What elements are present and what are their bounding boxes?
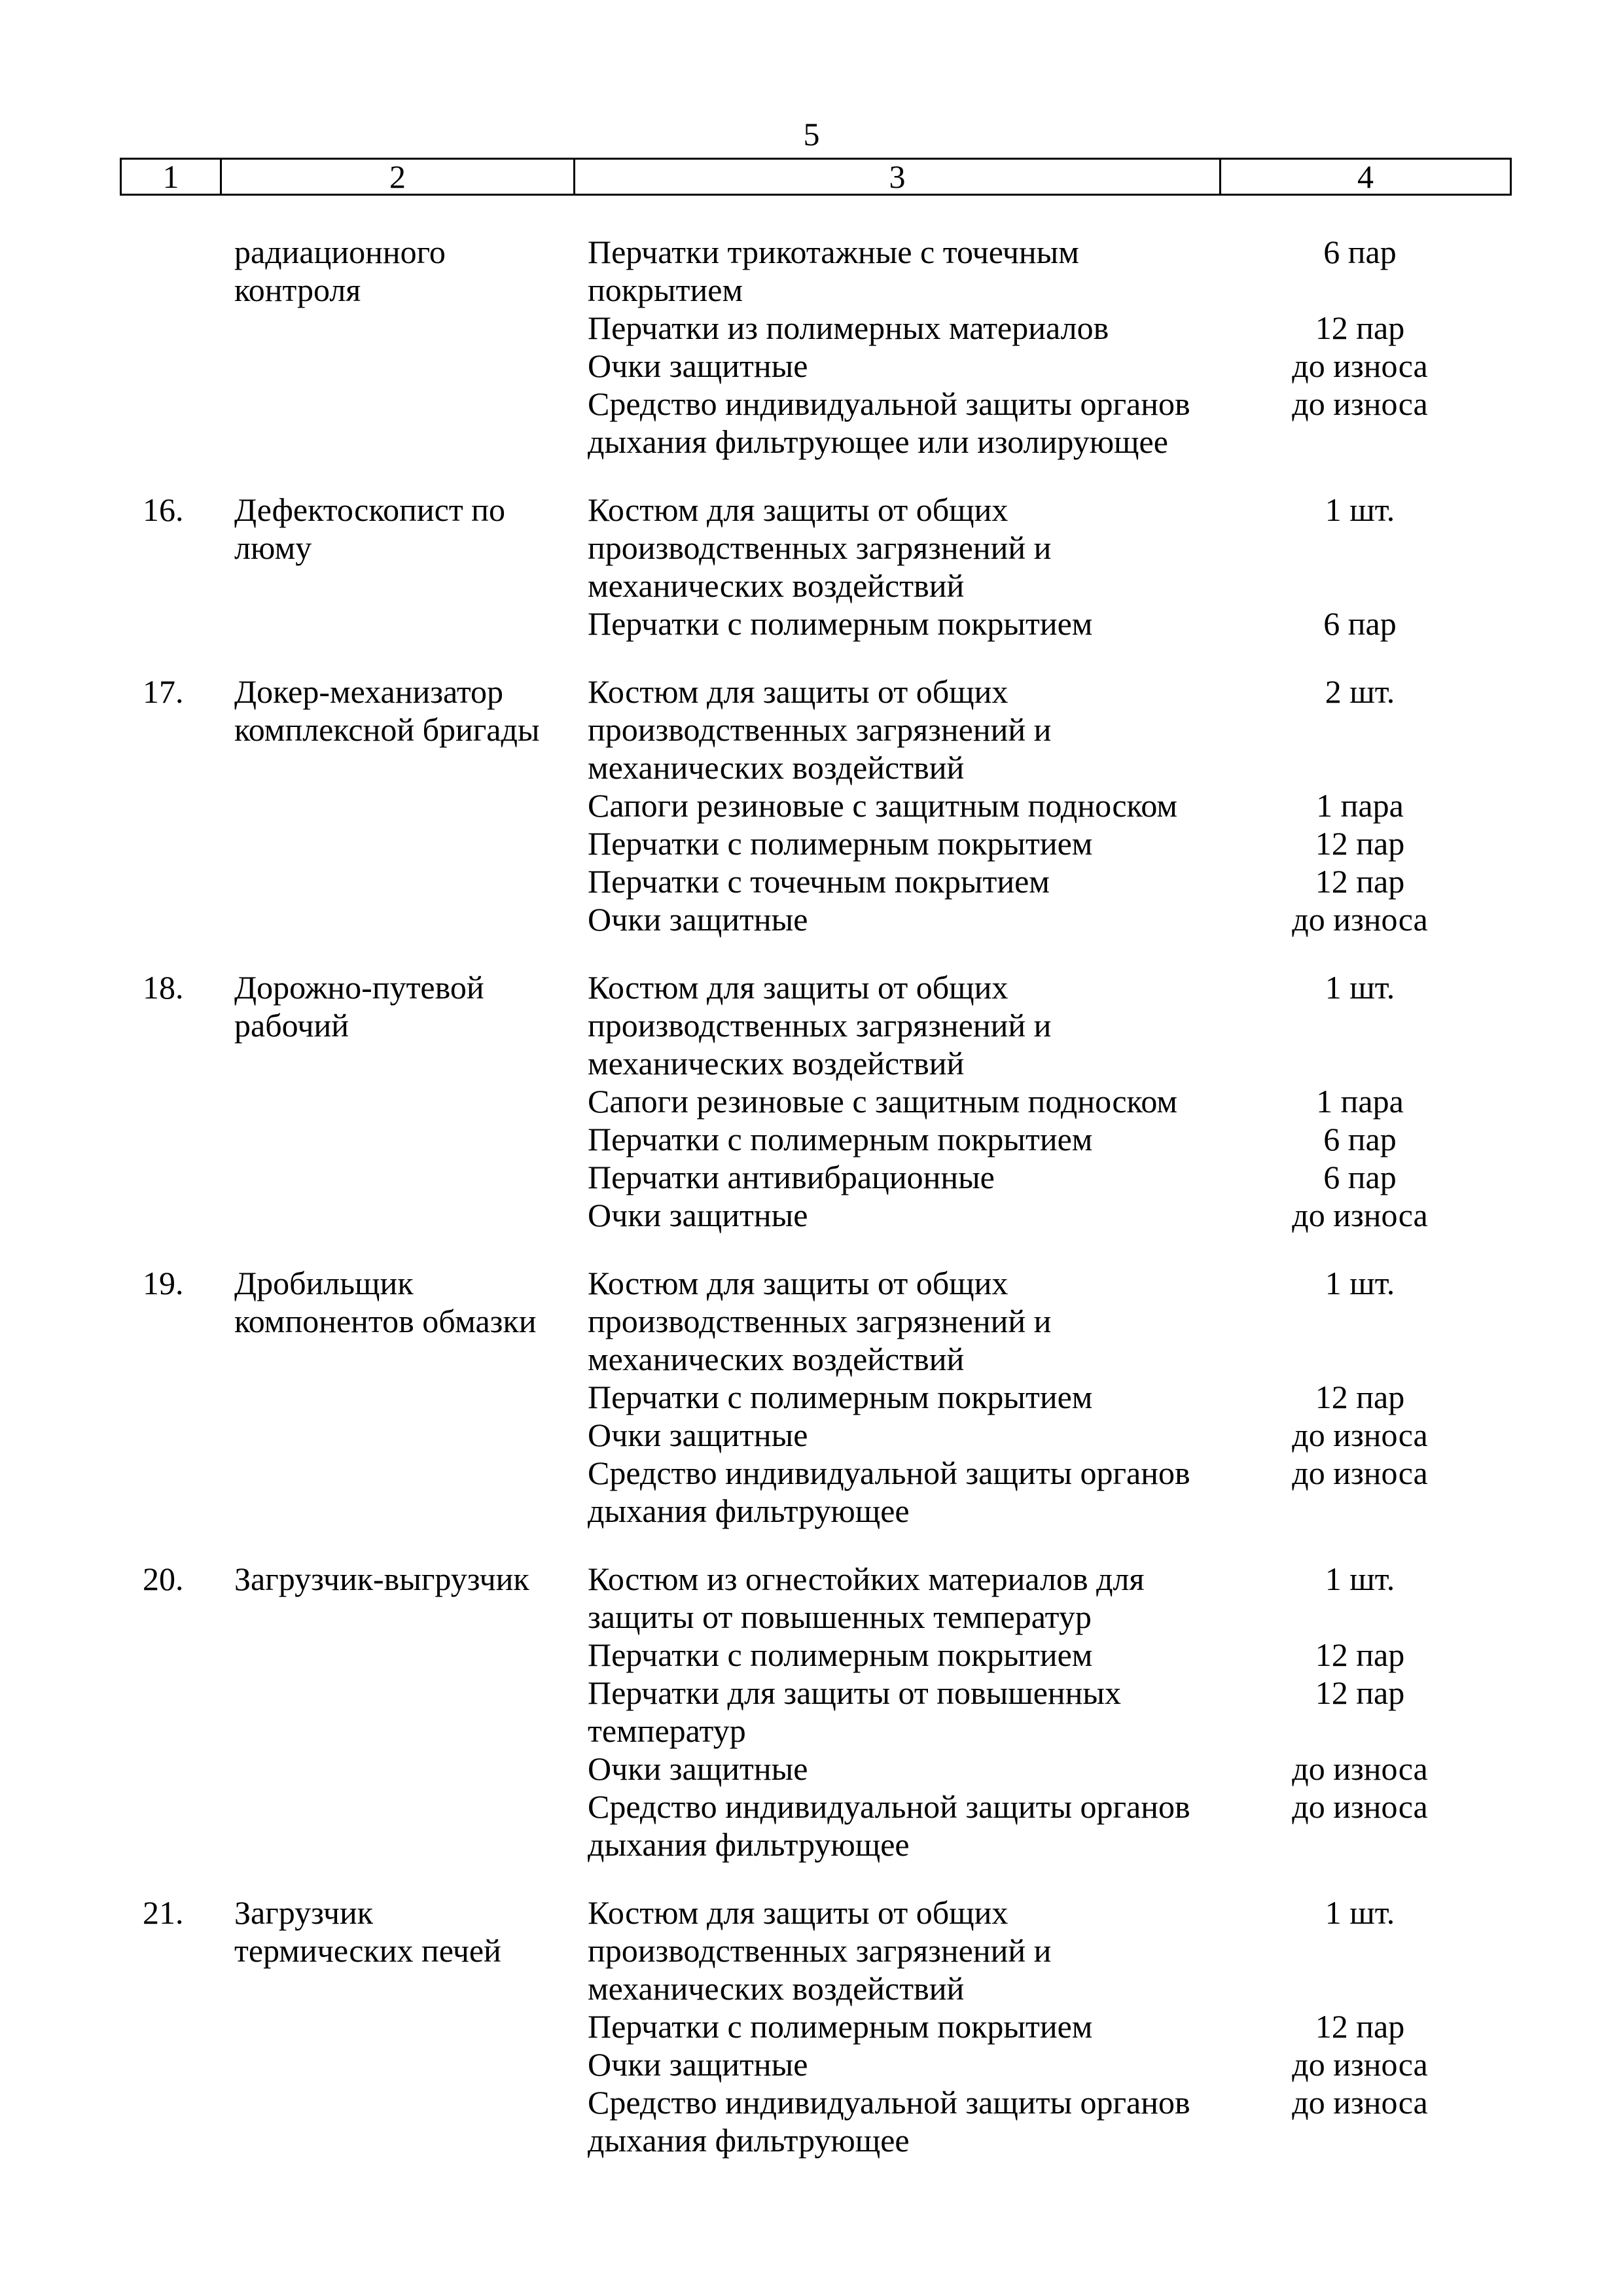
- ppe-item-name-line: Перчатки антивибрационные: [588, 1159, 995, 1195]
- profession-name: [234, 233, 588, 461]
- ppe-item-quantity: до износа: [1292, 1417, 1428, 1453]
- row-number: [143, 233, 234, 461]
- profession-name: [234, 673, 588, 938]
- ppe-item-name-line: механических воздействий: [588, 749, 965, 786]
- ppe-item-name-line: Костюм из огнестойких материалов для: [588, 1561, 1145, 1597]
- table-row: [0, 1560, 1623, 1863]
- ppe-item-name: [588, 1196, 1262, 1234]
- ppe-item-name-line: Средство индивидуальной защиты органов: [588, 1788, 1190, 1825]
- ppe-item-name: [588, 347, 1262, 385]
- ppe-item-name-line: Перчатки для защиты от повышенных: [588, 1674, 1121, 1711]
- row-number: 21.: [143, 1894, 184, 1931]
- ppe-item-name: [588, 1454, 1262, 1530]
- ppe-item-quantity: 2 шт.: [1325, 673, 1395, 710]
- ppe-item: [588, 347, 1458, 385]
- ppe-item-quantity: 1 шт.: [1325, 491, 1395, 528]
- profession-name: [234, 1264, 588, 1530]
- ppe-item-name-line: Очки защитные: [588, 1417, 808, 1453]
- table-row: [0, 233, 1623, 461]
- ppe-item: [588, 1894, 1458, 2007]
- ppe-item-name: [588, 1750, 1262, 1788]
- header-col-1: 1: [122, 160, 222, 194]
- row-number: 17.: [143, 673, 184, 710]
- ppe-item-quantity: 1 шт.: [1325, 1561, 1395, 1597]
- ppe-item-name-line: Перчатки трикотажные с точечным: [588, 234, 1079, 270]
- ppe-item-name-line: механических воздействий: [588, 1341, 965, 1377]
- ppe-item-quantity: 1 пара: [1316, 787, 1404, 824]
- ppe-item-name-line: механических воздействий: [588, 1970, 965, 2007]
- profession-line: компонентов обмазки: [234, 1303, 537, 1339]
- ppe-item-name-line: защиты от повышенных температур: [588, 1598, 1092, 1635]
- ppe-item: [588, 1196, 1458, 1234]
- ppe-item-name: [588, 968, 1262, 1082]
- ppe-item-name-line: Очки защитные: [588, 901, 808, 938]
- profession-line: Докер-механизатор: [234, 673, 504, 710]
- ppe-item-name-line: Перчатки с точечным покрытием: [588, 863, 1050, 900]
- ppe-item-name-line: покрытием: [588, 272, 743, 308]
- ppe-item-name: [588, 1788, 1262, 1863]
- ppe-item-quantity: до износа: [1292, 1455, 1428, 1491]
- ppe-item-name-line: Перчатки из полимерных материалов: [588, 309, 1109, 346]
- ppe-item-name-line: Перчатки с полимерным покрытием: [588, 605, 1093, 642]
- ppe-item: [588, 1082, 1458, 1120]
- page-number: 5: [803, 116, 820, 152]
- ppe-item-name-line: Перчатки с полимерным покрытием: [588, 825, 1093, 862]
- ppe-item-quantity: до износа: [1292, 901, 1428, 938]
- ppe-item-name-line: механических воздействий: [588, 1045, 965, 1082]
- ppe-item-name: [588, 1120, 1262, 1158]
- ppe-item: [588, 900, 1458, 938]
- ppe-item-quantity: 1 пара: [1316, 1083, 1404, 1120]
- ppe-item-quantity: до износа: [1292, 347, 1428, 384]
- profession-name: [234, 968, 588, 1234]
- ppe-item-name-line: Перчатки с полимерным покрытием: [588, 1379, 1093, 1415]
- ppe-item-quantity: до износа: [1292, 385, 1428, 422]
- ppe-item-name: [588, 1894, 1262, 2007]
- ppe-item: [588, 1560, 1458, 1636]
- ppe-item-quantity: 12 пар: [1315, 1636, 1405, 1673]
- ppe-item-name-line: производственных загрязнений и: [588, 1303, 1052, 1339]
- ppe-item-name: [588, 824, 1262, 862]
- ppe-item-name: [588, 385, 1262, 461]
- ppe-list: [588, 1560, 1458, 1863]
- table-row: [0, 673, 1623, 938]
- row-number: 20.: [143, 1561, 184, 1597]
- header-col-2: 2: [222, 160, 575, 194]
- ppe-item-name: [588, 1560, 1262, 1636]
- profession-line: комплексной бригады: [234, 711, 540, 748]
- ppe-item-quantity: до износа: [1292, 2084, 1428, 2121]
- ppe-item: [588, 2007, 1458, 2045]
- ppe-item-name: [588, 786, 1262, 824]
- profession-line: Дефектоскопист по: [234, 491, 505, 528]
- ppe-item: [588, 1636, 1458, 1674]
- profession-line: контроля: [234, 272, 361, 308]
- ppe-item-name-line: Костюм для защиты от общих: [588, 969, 1008, 1006]
- profession-line: Загрузчик-выгрузчик: [234, 1561, 529, 1597]
- ppe-list: [588, 673, 1458, 938]
- ppe-item-quantity: 12 пар: [1315, 1379, 1405, 1415]
- ppe-list: [588, 1264, 1458, 1530]
- ppe-item-name-line: Сапоги резиновые с защитным подноском: [588, 1083, 1178, 1120]
- ppe-item-name-line: Очки защитные: [588, 347, 808, 384]
- ppe-item-name: [588, 862, 1262, 900]
- ppe-item-name-line: Сапоги резиновые с защитным подноском: [588, 787, 1178, 824]
- ppe-item: [588, 1158, 1458, 1196]
- ppe-item-name-line: Средство индивидуальной защиты органов: [588, 1455, 1190, 1491]
- ppe-item-name-line: производственных загрязнений и: [588, 1932, 1052, 1969]
- ppe-item-name-line: Очки защитные: [588, 1750, 808, 1787]
- ppe-item-name: [588, 233, 1262, 309]
- ppe-item-name-line: Средство индивидуальной защиты органов: [588, 385, 1190, 422]
- ppe-item-name-line: Костюм для защиты от общих: [588, 673, 1008, 710]
- table-row: [0, 1264, 1623, 1530]
- ppe-item-quantity: 12 пар: [1315, 825, 1405, 862]
- ppe-item-name-line: температур: [588, 1712, 746, 1749]
- ppe-item: [588, 862, 1458, 900]
- ppe-item-name: [588, 1158, 1262, 1196]
- ppe-item-quantity: 1 шт.: [1325, 1265, 1395, 1301]
- ppe-item-name: [588, 605, 1262, 643]
- ppe-item-quantity: 6 пар: [1323, 234, 1397, 270]
- ppe-item-name-line: Перчатки с полимерным покрытием: [588, 1636, 1093, 1673]
- ppe-item-name-line: дыхания фильтрующее: [588, 1492, 910, 1529]
- ppe-item-name: [588, 491, 1262, 605]
- ppe-item-quantity: 12 пар: [1315, 1674, 1405, 1711]
- ppe-item: [588, 786, 1458, 824]
- ppe-item-name-line: Очки защитные: [588, 1197, 808, 1233]
- ppe-item: [588, 385, 1458, 461]
- ppe-item-quantity: 1 шт.: [1325, 969, 1395, 1006]
- ppe-item-name-line: Перчатки с полимерным покрытием: [588, 2008, 1093, 2045]
- ppe-list: [588, 233, 1458, 461]
- ppe-item-quantity: 12 пар: [1315, 309, 1405, 346]
- ppe-item-quantity: 1 шт.: [1325, 1894, 1395, 1931]
- table-row: [0, 491, 1623, 643]
- ppe-item: [588, 673, 1458, 786]
- ppe-item-name: [588, 900, 1262, 938]
- profession-line: люму: [234, 529, 312, 566]
- ppe-item: [588, 968, 1458, 1082]
- row-number: 18.: [143, 969, 184, 1006]
- header-col-4: 4: [1357, 158, 1374, 195]
- ppe-item-quantity: до износа: [1292, 1750, 1428, 1787]
- ppe-item-quantity: 12 пар: [1315, 863, 1405, 900]
- row-number: 19.: [143, 1265, 184, 1301]
- ppe-item-name: [588, 2083, 1262, 2159]
- table-row: [0, 1894, 1623, 2159]
- ppe-item-name-line: дыхания фильтрующее: [588, 1826, 910, 1863]
- ppe-item: [588, 491, 1458, 605]
- ppe-item: [588, 1750, 1458, 1788]
- ppe-item-quantity: до износа: [1292, 1788, 1428, 1825]
- ppe-item-quantity: 6 пар: [1323, 605, 1397, 642]
- ppe-item: [588, 824, 1458, 862]
- ppe-item: [588, 233, 1458, 309]
- ppe-item: [588, 309, 1458, 347]
- ppe-list: [588, 491, 1458, 643]
- ppe-item-name: [588, 2007, 1262, 2045]
- header-col-3: 3: [575, 160, 1221, 194]
- ppe-item-name-line: дыхания фильтрующее или изолирующее: [588, 423, 1168, 460]
- table-header: [120, 158, 1512, 196]
- profession-line: радиационного: [234, 234, 446, 270]
- ppe-item: [588, 1264, 1458, 1378]
- ppe-item-name-line: Костюм для защиты от общих: [588, 1894, 1008, 1931]
- ppe-item-name: [588, 673, 1262, 786]
- ppe-item-name-line: производственных загрязнений и: [588, 1007, 1052, 1044]
- ppe-item-name-line: механических воздействий: [588, 567, 965, 604]
- ppe-item: [588, 2045, 1458, 2083]
- profession-line: термических печей: [234, 1932, 501, 1969]
- ppe-item-name: [588, 1674, 1262, 1750]
- ppe-item-name: [588, 1636, 1262, 1674]
- ppe-item: [588, 605, 1458, 643]
- ppe-list: [588, 1894, 1458, 2159]
- ppe-item-name: [588, 1264, 1262, 1378]
- profession-name: [234, 1560, 588, 1863]
- table-row: [0, 968, 1623, 1234]
- ppe-item-name-line: дыхания фильтрующее: [588, 2122, 910, 2159]
- ppe-item: [588, 1454, 1458, 1530]
- ppe-item-quantity: 6 пар: [1323, 1121, 1397, 1157]
- profession-line: рабочий: [234, 1007, 349, 1044]
- ppe-item: [588, 1416, 1458, 1454]
- table-body: [0, 233, 1623, 2189]
- ppe-item-name: [588, 1378, 1262, 1416]
- ppe-item-name: [588, 1416, 1262, 1454]
- ppe-item-quantity: 12 пар: [1315, 2008, 1405, 2045]
- ppe-item-name: [588, 309, 1262, 347]
- ppe-item: [588, 1788, 1458, 1863]
- ppe-item-name-line: Очки защитные: [588, 2046, 808, 2083]
- profession-line: Загрузчик: [234, 1894, 374, 1931]
- ppe-item-name: [588, 1082, 1262, 1120]
- profession-line: Дорожно-путевой: [234, 969, 484, 1006]
- ppe-list: [588, 968, 1458, 1234]
- ppe-item: [588, 1378, 1458, 1416]
- ppe-item-name-line: производственных загрязнений и: [588, 529, 1052, 566]
- ppe-item-quantity: 6 пар: [1323, 1159, 1397, 1195]
- ppe-item: [588, 1120, 1458, 1158]
- ppe-item-name-line: Костюм для защиты от общих: [588, 1265, 1008, 1301]
- ppe-item-name-line: производственных загрязнений и: [588, 711, 1052, 748]
- ppe-item-name-line: Костюм для защиты от общих: [588, 491, 1008, 528]
- ppe-item-quantity: до износа: [1292, 2046, 1428, 2083]
- ppe-item-name: [588, 2045, 1262, 2083]
- ppe-item: [588, 1674, 1458, 1750]
- ppe-item: [588, 2083, 1458, 2159]
- ppe-item-quantity: до износа: [1292, 1197, 1428, 1233]
- ppe-item-name-line: Средство индивидуальной защиты органов: [588, 2084, 1190, 2121]
- profession-name: [234, 491, 588, 643]
- ppe-item-name-line: Перчатки с полимерным покрытием: [588, 1121, 1093, 1157]
- row-number: 16.: [143, 491, 184, 528]
- profession-name: [234, 1894, 588, 2159]
- profession-line: Дробильщик: [234, 1265, 414, 1301]
